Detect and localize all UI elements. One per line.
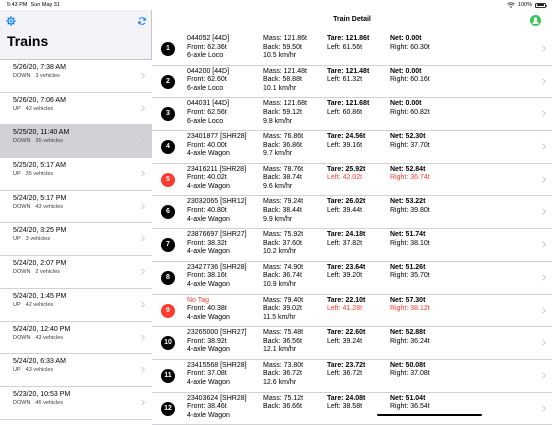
trip-direction: DOWN xyxy=(13,334,31,341)
vehicle-mass: Mass: 79.24t xyxy=(263,198,304,206)
vehicle-row[interactable] xyxy=(152,393,552,425)
vehicle-net: Net: 0.00t xyxy=(390,67,422,75)
vehicle-speed: 9.8 km/hr xyxy=(263,117,293,125)
vehicle-net: Net: 0.00t xyxy=(390,35,422,42)
vehicle-tare: Tare: 121.48t xyxy=(327,67,370,75)
vehicle-tare-info xyxy=(327,231,365,248)
trip-vehicle-count: 3 vehicles xyxy=(35,73,60,79)
vehicle-tare: Tare: 26.02t xyxy=(327,198,366,206)
vehicle-row[interactable] xyxy=(152,196,552,229)
trip-summary xyxy=(13,335,152,341)
vehicle-net-info xyxy=(390,297,430,314)
vehicle-tare: Tare: 24.56t xyxy=(327,133,366,141)
trip-summary xyxy=(13,302,152,308)
vehicle-id: 044052 [44D] xyxy=(187,35,230,42)
vehicle-back: Back: 36.66t xyxy=(263,403,302,411)
trip-item[interactable] xyxy=(0,322,152,355)
vehicle-id: 23401877 [SHR28] xyxy=(187,133,247,141)
vehicle-left: Left: 42.02t xyxy=(327,174,363,182)
trip-datetime: 5/24/20, 3:25 PM xyxy=(13,227,67,235)
trip-vehicle-count: 42 vehicles xyxy=(25,301,54,308)
vehicle-net: Net: 53.22t xyxy=(390,198,426,206)
vehicle-info xyxy=(187,362,247,388)
vehicle-right: Right: 36.24t xyxy=(390,337,430,345)
vehicle-net-info xyxy=(390,362,430,379)
vehicle-tare-info xyxy=(327,297,365,314)
vehicle-id: 23032065 [SHR12] xyxy=(187,198,247,206)
vehicle-speed: 9.6 km/hr xyxy=(263,182,293,190)
vehicle-number-badge: 6 xyxy=(161,205,175,219)
vehicle-left: Left: 39.20t xyxy=(327,272,363,280)
chevron-right-icon xyxy=(140,235,146,242)
vehicle-left: Left: 61.56t xyxy=(327,43,363,51)
sidebar-title: Trains xyxy=(7,33,49,49)
vehicle-right: Right: 39.80t xyxy=(390,207,430,215)
trip-vehicle-count: 43 vehicles xyxy=(35,203,63,210)
vehicle-mass-info xyxy=(263,133,303,159)
trip-summary xyxy=(13,171,152,177)
vehicle-row[interactable] xyxy=(152,131,552,164)
user-icon xyxy=(530,15,541,26)
vehicle-back: Back: 38.44t xyxy=(263,207,302,215)
vehicle-mass: Mass: 73.80t xyxy=(263,361,304,369)
vehicle-row[interactable] xyxy=(152,229,552,262)
vehicle-net-info xyxy=(390,395,430,412)
vehicle-speed: 12.1 km/hr xyxy=(263,346,297,354)
vehicle-type: 6-axle Loco xyxy=(187,117,224,125)
trip-datetime: 5/23/20, 10:53 PM xyxy=(13,390,71,398)
vehicle-tare-info xyxy=(327,68,369,85)
vehicle-back: Back: 58.88t xyxy=(263,76,302,84)
vehicle-number-badge: 2 xyxy=(161,75,175,89)
vehicle-tare: Tare: 25.92t xyxy=(327,165,366,173)
vehicle-front: Front: 62.60t xyxy=(187,76,227,84)
vehicle-front: Front: 38.32t xyxy=(187,239,227,247)
vehicle-net: Net: 52.84t xyxy=(390,165,426,173)
chevron-right-icon xyxy=(140,334,146,341)
vehicle-list xyxy=(152,33,552,425)
vehicle-left: Left: 36.72t xyxy=(327,370,363,378)
trip-summary xyxy=(13,204,152,210)
trip-datetime: 5/24/20, 6:33 AM xyxy=(13,358,66,366)
trip-summary xyxy=(13,73,152,79)
vehicle-left: Left: 39.24t xyxy=(327,337,363,345)
vehicle-right: Right: 35.70t xyxy=(390,272,430,280)
vehicle-row[interactable] xyxy=(152,262,552,295)
vehicle-tare-info xyxy=(327,166,365,183)
vehicle-id: 044031 [44D] xyxy=(187,100,230,108)
trip-summary xyxy=(13,367,152,373)
vehicle-left: Left: 38.58t xyxy=(327,403,363,411)
vehicle-info xyxy=(187,68,229,94)
vehicle-tare-info xyxy=(327,395,365,412)
chevron-right-icon xyxy=(541,405,547,412)
sidebar xyxy=(0,10,152,414)
chevron-right-icon xyxy=(140,105,146,112)
vehicle-speed: 9.7 km/hr xyxy=(263,150,293,158)
trip-summary xyxy=(13,138,152,144)
chevron-right-icon xyxy=(541,274,547,281)
vehicle-info xyxy=(187,100,229,126)
vehicle-type: 4-axle Wagon xyxy=(187,215,230,223)
vehicle-left: Left: 41.28t xyxy=(327,305,363,313)
vehicle-tare: Tare: 23.64t xyxy=(327,263,366,271)
vehicle-type: 6-axle Loco xyxy=(187,84,224,92)
vehicle-left: Left: 37.82t xyxy=(327,239,363,247)
vehicle-right: Right: 37.08t xyxy=(390,370,430,378)
trip-vehicle-count: 2 vehicles xyxy=(35,269,60,276)
wifi-icon xyxy=(507,2,515,8)
trip-summary xyxy=(13,106,152,112)
vehicle-row[interactable] xyxy=(152,66,552,99)
vehicle-front: Front: 38.16t xyxy=(187,272,227,280)
trip-list xyxy=(0,59,152,420)
vehicle-tare: Tare: 121.86t xyxy=(327,35,370,42)
vehicle-front: Front: 40.80t xyxy=(187,207,227,215)
chevron-right-icon xyxy=(140,366,146,373)
vehicle-row[interactable] xyxy=(152,33,552,66)
vehicle-type: 4-axle Wagon xyxy=(187,248,230,256)
vehicle-type: 4-axle Wagon xyxy=(187,281,230,288)
vehicle-left: Left: 60.86t xyxy=(327,108,363,116)
vehicle-speed: 12.6 km/hr xyxy=(263,379,297,387)
vehicle-mass-info xyxy=(263,362,303,388)
trip-datetime: 5/24/20, 5:17 PM xyxy=(13,194,67,202)
vehicle-net: Net: 0.00t xyxy=(390,100,422,108)
chevron-right-icon xyxy=(140,268,146,275)
trip-item[interactable] xyxy=(0,158,152,191)
vehicle-mass-info xyxy=(263,198,303,224)
chevron-right-icon xyxy=(140,170,146,177)
trip-item[interactable] xyxy=(0,387,152,420)
chevron-right-icon xyxy=(140,137,146,144)
trip-vehicle-count: 35 vehicles xyxy=(25,171,54,178)
vehicle-info xyxy=(187,395,247,421)
vehicle-tare-info xyxy=(327,100,369,117)
vehicle-back: Back: 59.12t xyxy=(263,108,302,116)
vehicle-number-badge: 5 xyxy=(161,173,175,187)
vehicle-id: 23265000 [SHR27] xyxy=(187,329,247,337)
vehicle-type: 6-axle Loco xyxy=(187,52,224,60)
vehicle-net-info xyxy=(390,35,430,52)
vehicle-info xyxy=(187,133,247,159)
vehicle-mass: Mass: 78.76t xyxy=(263,165,304,173)
vehicle-net: Net: 50.08t xyxy=(390,361,426,369)
vehicle-id: 23403624 [SHR28] xyxy=(187,394,247,402)
vehicle-back: Back: 38.74t xyxy=(263,174,302,182)
vehicle-mass: Mass: 121.86t xyxy=(263,35,307,42)
chevron-right-icon xyxy=(541,208,547,215)
vehicle-id: 044200 [44D] xyxy=(187,67,230,75)
gear-icon[interactable] xyxy=(6,16,16,26)
vehicle-tare-info xyxy=(327,198,365,215)
vehicle-net-info xyxy=(390,231,430,248)
vehicle-mass-info xyxy=(263,231,303,257)
vehicle-right: Right: 60.16t xyxy=(390,76,430,84)
vehicle-front: Front: 38.46t xyxy=(187,403,227,411)
trip-direction: DOWN xyxy=(13,203,31,210)
trip-item[interactable] xyxy=(0,93,152,126)
trip-vehicle-count: 3 vehicles xyxy=(25,236,51,243)
trip-vehicle-count: 43 vehicles xyxy=(25,367,54,374)
vehicle-back: Back: 36.86t xyxy=(263,141,302,149)
vehicle-type: 4-axle Wagon xyxy=(187,313,230,321)
vehicle-net-info xyxy=(390,198,430,215)
vehicle-back: Back: 36.74t xyxy=(263,272,302,280)
vehicle-right: Right: 60.82t xyxy=(390,108,430,116)
chevron-right-icon xyxy=(541,110,547,117)
vehicle-id: 23416211 [SHR28] xyxy=(187,165,247,173)
vehicle-info xyxy=(187,35,229,61)
vehicle-type: 4-axle Wagon xyxy=(187,182,230,190)
vehicle-back: Back: 36.56t xyxy=(263,337,302,345)
vehicle-number-badge: 3 xyxy=(161,107,175,121)
battery-percent: 100% xyxy=(517,2,532,8)
status-indicators xyxy=(507,2,546,8)
trip-datetime: 5/24/20, 2:07 PM xyxy=(13,260,67,268)
vehicle-mass-info xyxy=(263,297,303,323)
vehicle-front: Front: 40.38t xyxy=(187,305,227,313)
trip-vehicle-count: 46 vehicles xyxy=(35,399,63,406)
vehicle-mass: Mass: 75.48t xyxy=(263,329,304,337)
vehicle-tare: Tare: 24.18t xyxy=(327,231,366,239)
vehicle-info xyxy=(187,166,246,192)
vehicle-net: Net: 51.26t xyxy=(390,263,426,271)
vehicle-tare: Tare: 121.68t xyxy=(327,100,370,108)
trip-datetime: 5/24/20, 1:45 PM xyxy=(13,292,67,300)
vehicle-front: Front: 40.00t xyxy=(187,141,227,149)
chevron-right-icon xyxy=(140,301,146,308)
vehicle-left: Left: 39.16t xyxy=(327,141,363,149)
vehicle-type: 4-axle Wagon xyxy=(187,411,230,419)
status-bar xyxy=(0,0,552,10)
chevron-right-icon xyxy=(541,241,547,248)
chevron-right-icon xyxy=(541,78,547,85)
trip-datetime: 5/25/20, 11:40 AM xyxy=(13,129,70,137)
trip-summary xyxy=(13,400,152,406)
vehicle-front: Front: 40.02t xyxy=(187,174,227,182)
vehicle-tare-info xyxy=(327,362,365,379)
user-avatar[interactable] xyxy=(530,15,541,26)
chevron-right-icon xyxy=(140,203,146,210)
vehicle-number-badge: 9 xyxy=(161,304,175,318)
trip-direction: DOWN xyxy=(13,399,31,406)
trip-vehicle-count: 35 vehicles xyxy=(35,138,63,145)
vehicle-number-badge: 8 xyxy=(161,271,175,285)
vehicle-type: 4-axle Wagon xyxy=(187,379,230,387)
vehicle-back: Back: 59.50t xyxy=(263,43,302,51)
vehicle-tare: Tare: 22.60t xyxy=(327,329,366,337)
detail-title: Train Detail xyxy=(333,16,371,23)
vehicle-right: Right: 38.12t xyxy=(390,305,430,313)
vehicle-row[interactable] xyxy=(152,164,552,197)
trip-direction: UP xyxy=(13,236,21,243)
vehicle-info xyxy=(187,231,247,257)
vehicle-left: Left: 61.32t xyxy=(327,76,363,84)
trip-datetime: 5/26/20, 7:38 AM xyxy=(13,64,66,71)
vehicle-mass-info xyxy=(263,264,303,290)
vehicle-id: No Tag xyxy=(187,296,210,304)
vehicle-tare: Tare: 23.72t xyxy=(327,361,366,369)
vehicle-net-info xyxy=(390,166,430,183)
vehicle-mass: Mass: 74.90t xyxy=(263,263,304,271)
trip-direction: UP xyxy=(13,171,21,178)
vehicle-back: Back: 39.02t xyxy=(263,305,302,313)
status-clock: 5:43 PM xyxy=(7,2,28,8)
vehicle-right: Right: 38.10t xyxy=(390,239,430,247)
vehicle-mass: Mass: 79.40t xyxy=(263,296,304,304)
trip-item[interactable] xyxy=(0,125,152,158)
trip-direction: UP xyxy=(13,367,21,374)
vehicle-front: Front: 62.36t xyxy=(187,43,227,51)
vehicle-net-info xyxy=(390,100,430,117)
vehicle-speed: 9.9 km/hr xyxy=(263,215,293,223)
trip-vehicle-count: 42 vehicles xyxy=(25,105,54,112)
trip-item[interactable] xyxy=(0,256,152,289)
vehicle-mass-info xyxy=(263,68,307,94)
vehicle-mass-info xyxy=(263,35,307,61)
vehicle-speed: 10.9 km/hr xyxy=(263,281,297,288)
vehicle-tare-info xyxy=(327,133,365,150)
trip-direction: DOWN xyxy=(13,138,31,145)
trip-item[interactable] xyxy=(0,191,152,224)
vehicle-row[interactable] xyxy=(152,98,552,131)
vehicle-tare-info xyxy=(327,264,365,281)
vehicle-net: Net: 51.74t xyxy=(390,231,426,239)
vehicle-row[interactable] xyxy=(152,327,552,360)
vehicle-number-badge: 1 xyxy=(161,42,175,56)
vehicle-tare-info xyxy=(327,329,365,346)
vehicle-net-info xyxy=(390,68,430,85)
chevron-right-icon xyxy=(541,339,547,346)
vehicle-info xyxy=(187,297,230,323)
trip-datetime: 5/24/20, 12:40 PM xyxy=(13,325,71,333)
vehicle-left: Left: 39.44t xyxy=(327,207,363,215)
vehicle-number-badge: 12 xyxy=(161,402,175,416)
vehicle-number-badge: 10 xyxy=(161,336,175,350)
vehicle-id: 23876697 [SHR27] xyxy=(187,231,247,239)
refresh-icon[interactable] xyxy=(137,16,147,26)
trip-direction: UP xyxy=(13,105,21,112)
vehicle-front: Front: 37.08t xyxy=(187,370,227,378)
trip-summary xyxy=(13,269,152,275)
chevron-right-icon xyxy=(541,143,547,150)
trip-item[interactable] xyxy=(0,354,152,387)
vehicle-id: 23415568 [SHR28] xyxy=(187,361,247,369)
vehicle-mass: Mass: 76.86t xyxy=(263,133,304,141)
vehicle-front: Front: 62.56t xyxy=(187,108,227,116)
vehicle-right: Right: 60.30t xyxy=(390,43,430,51)
chevron-right-icon xyxy=(140,72,146,79)
vehicle-net-info xyxy=(390,264,430,281)
vehicle-info xyxy=(187,264,247,290)
vehicle-number-badge: 4 xyxy=(161,140,175,154)
vehicle-tare: Tare: 22.10t xyxy=(327,296,366,304)
vehicle-net-info xyxy=(390,133,430,150)
vehicle-speed: 10.2 km/hr xyxy=(263,248,297,256)
vehicle-row[interactable] xyxy=(152,295,552,328)
chevron-right-icon xyxy=(541,45,547,52)
chevron-right-icon xyxy=(140,399,146,406)
vehicle-mass: Mass: 75.92t xyxy=(263,231,304,239)
trip-vehicle-count: 43 vehicles xyxy=(35,334,63,341)
vehicle-front: Front: 38.92t xyxy=(187,337,227,345)
vehicle-mass-info xyxy=(263,395,303,412)
vehicle-id: 23427736 [SHR28] xyxy=(187,263,247,271)
vehicle-row[interactable] xyxy=(152,360,552,393)
vehicle-mass: Mass: 75.12t xyxy=(263,394,304,402)
vehicle-speed: 10.1 km/hr xyxy=(263,84,297,92)
vehicle-net: Net: 52.88t xyxy=(390,329,426,337)
vehicle-right: Right: 36.54t xyxy=(390,403,430,411)
vehicle-net: Net: 57.30t xyxy=(390,296,426,304)
vehicle-right: Right: 36.74t xyxy=(390,174,430,182)
vehicle-number-badge: 7 xyxy=(161,238,175,252)
trip-item[interactable] xyxy=(0,60,152,93)
vehicle-net: Net: 52.30t xyxy=(390,133,426,141)
chevron-right-icon xyxy=(541,176,547,183)
battery-icon xyxy=(535,3,546,8)
vehicle-type: 4-axle Wagon xyxy=(187,346,230,354)
trip-direction: DOWN xyxy=(13,269,31,276)
vehicle-speed: 10.5 km/hr xyxy=(263,52,297,60)
vehicle-info xyxy=(187,198,247,224)
status-date: Sun May 31 xyxy=(30,2,60,8)
vehicle-back: Back: 37.60t xyxy=(263,239,302,247)
vehicle-speed: 11.5 km/hr xyxy=(263,313,296,321)
vehicle-net: Net: 51.04t xyxy=(390,394,426,402)
home-indicator xyxy=(377,414,482,416)
vehicle-mass-info xyxy=(263,100,307,126)
trip-direction: DOWN xyxy=(13,73,31,79)
vehicle-tare: Tare: 24.08t xyxy=(327,394,366,402)
vehicle-number-badge: 11 xyxy=(161,369,175,383)
vehicle-net-info xyxy=(390,329,430,346)
detail-pane xyxy=(152,10,552,419)
vehicle-type: 4-axle Wagon xyxy=(187,150,230,158)
vehicle-info xyxy=(187,329,247,355)
vehicle-back: Back: 36.72t xyxy=(263,370,302,378)
trip-datetime: 5/26/20, 7:06 AM xyxy=(13,96,66,104)
chevron-right-icon xyxy=(541,372,547,379)
vehicle-tare-info xyxy=(327,35,369,52)
trip-item[interactable] xyxy=(0,223,152,256)
vehicle-mass-info xyxy=(263,329,303,355)
vehicle-mass-info xyxy=(263,166,303,192)
trip-summary xyxy=(13,236,152,242)
chevron-right-icon xyxy=(541,307,547,314)
status-time xyxy=(7,2,60,8)
vehicle-mass: Mass: 121.48t xyxy=(263,67,307,75)
trip-datetime: 5/25/20, 5:17 AM xyxy=(13,162,66,170)
vehicle-right: Right: 37.70t xyxy=(390,141,430,149)
trip-item[interactable] xyxy=(0,289,152,322)
vehicle-mass: Mass: 121.68t xyxy=(263,100,307,108)
trip-direction: UP xyxy=(13,301,21,308)
